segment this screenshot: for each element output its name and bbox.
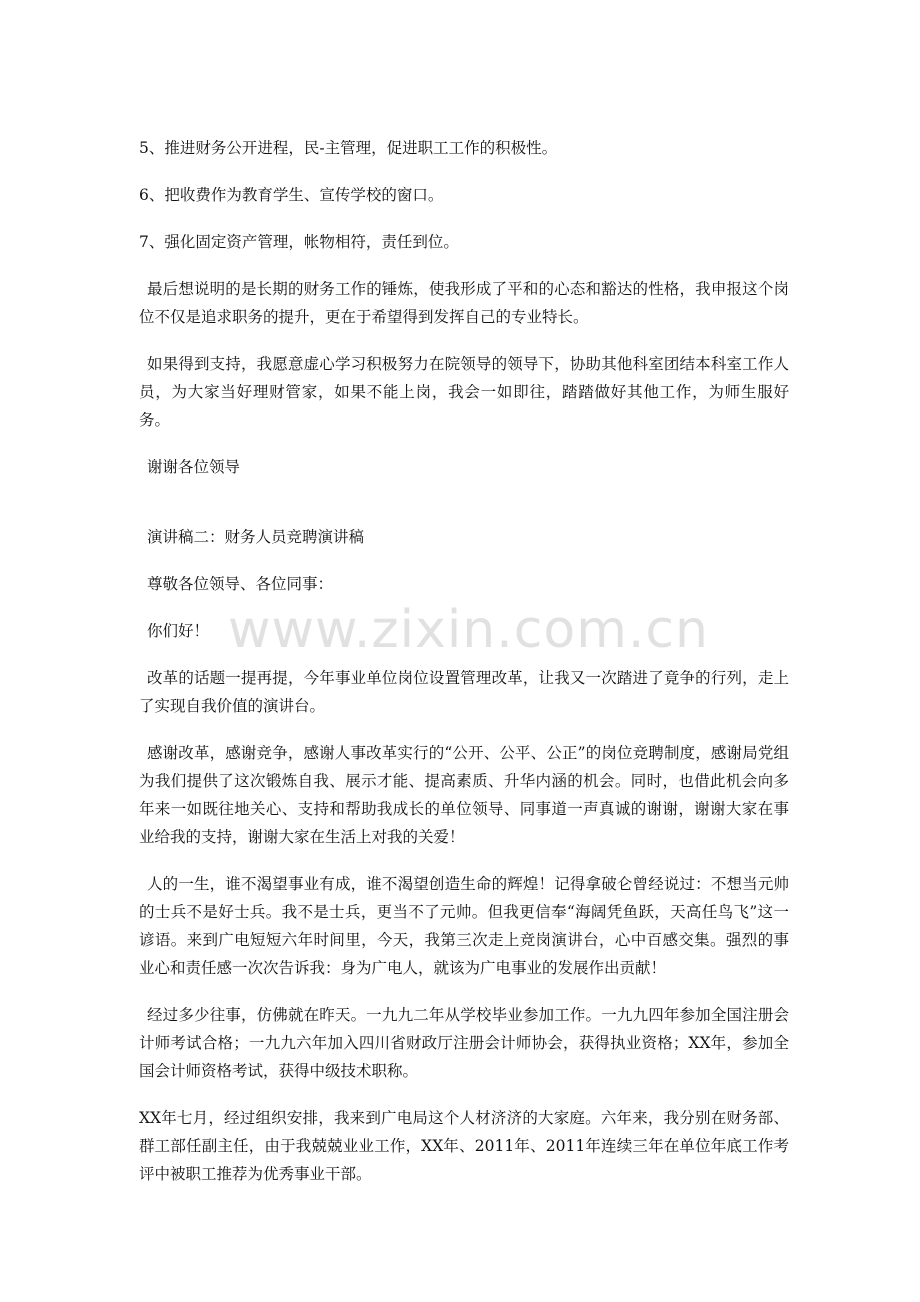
thanks-line: 谢谢各位领导 [147, 458, 241, 476]
document-body [139, 134, 789, 1207]
body-paragraph: 人的一生，谁不渴望事业有成，谁不渴望创造生命的辉煌！记得拿破仑曾经说过：不想当元帅的士兵不是好士兵。我不是士兵，更当不了元帅。但我更信奉“海阔凭鱼跃，天高任鸟飞”这一谚语。来到广电短短六年时间里，今天，我第三次走上竞岗演讲台，心中百感交集。强烈的事业心和责任感一次次告诉我：身为广电人，就该为广电事业的发展作出贡献！ [139, 875, 789, 977]
body-paragraph: XX年七月，经过组织安排，我来到广电局这个人材济济的大家庭。六年来，我分别在财务部、群工部任副主任，由于我兢兢业业工作，XX年、2011年、2011年连续三年在单位年底工作考评中被职工推荐为优秀事业干部。 [139, 1109, 789, 1183]
watermark-logo: www.zixin.com.cn [228, 600, 709, 660]
body-paragraph: 感谢改革，感谢竞争，感谢人事改革实行的“公开、公平、公正”的岗位竞聘制度，感谢局党组为我们提供了这次锻炼自我、展示才能、提高素质、升华内涵的机会。同时，也借此机会向多年来一如既往地关心、支持和帮助我成长的单位领导、同事道一声真诚的谢谢，谢谢大家在事业给我的支持，谢谢大家在生活上对我的关爱！ [139, 744, 789, 846]
list-item-7: 7、强化固定资产管理，帐物相符，责任到位。 [139, 233, 459, 251]
body-paragraph: 经过多少往事，仿佛就在昨天。一九九二年从学校毕业参加工作。一九九四年参加全国注册会计师考试合格；一九九六年加入四川省财政厅注册会计师协会，获得执业资格；XX年，参加全国会计师资格考试，获得中级技术职称。 [139, 1006, 789, 1080]
list-item-6: 6、把收费作为教育学生、宣传学校的窗口。 [139, 186, 444, 204]
salutation: 尊敬各位领导、各位同事： [147, 575, 334, 593]
section-title: 演讲稿二：财务人员竞聘演讲稿 [147, 528, 365, 546]
commitment-paragraph: 如果得到支持，我愿意虚心学习积极努力在院领导的领导下，协助其他科室团结本科室工作人员，为大家当好理财管家，如果不能上岗，我会一如即往，踏踏做好其他工作，为师生服好务。 [139, 355, 789, 429]
list-item-5: 5、推进财务公开进程，民-主管理，促进职工工作的积极性。 [139, 139, 558, 157]
greeting: 你们好！ [147, 622, 210, 640]
closing-paragraph: 最后想说明的是长期的财务工作的锤炼，使我形成了平和的心态和豁达的性格，我申报这个岗位不仅是追求职务的提升，更在于希望得到发挥自己的专业特长。 [139, 280, 789, 326]
body-paragraph: 改革的话题一提再提，今年事业单位岗位设置管理改革，让我又一次踏进了竟争的行列，走上了实现自我价值的演讲台。 [139, 669, 789, 715]
